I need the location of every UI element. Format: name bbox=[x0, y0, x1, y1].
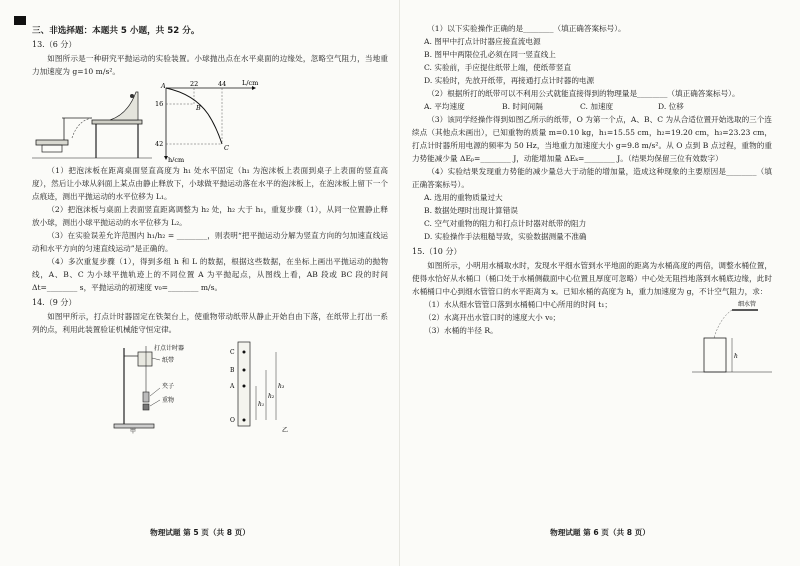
q14-sub4-option-c: C. 空气对重物的阻力和打点计时器对纸带的阻力 bbox=[424, 219, 587, 228]
tape-point-c: C bbox=[230, 349, 235, 356]
q14-sub2: （2）根据所打的纸带可以不利用公式就能直接得到的物理量是________（填正确答案标号）。 bbox=[427, 89, 740, 98]
left-page-footer: 物理试题 第 5 页（共 8 页） bbox=[150, 528, 250, 537]
q14-sub4-option-a: A. 选用的重物质量过大 bbox=[424, 193, 503, 202]
q13-step2: （2）把泡沫板与桌面上表面竖直距离调整为 h₂ 处，h₂ 大于 h₁，重复步骤（1），从同一位置静止释放小球，测出小球平抛运动的水平位移为 L₂。 bbox=[32, 205, 388, 227]
q14-sub3: （3）该同学经操作得到如图乙所示的纸带，O 为第一个点，A、B、C 为从合适位置开始选取的三个连续点（其他点未画出），已知重物的质量 m=0.10 kg，h₁=15.55 cm，h₂=19.20 cm，h₃=23.23 cm，打点计时器所用电源的频率为 50 Hz，当地重力加速度大小 g=9.8 m/s²。从 O 点到 B 点过程，重物的重力势能减少量 ΔEₚ=________ J，动能增加量 ΔEₖ=________ J。（结果均保留三位有效数字） bbox=[412, 115, 772, 163]
q14-sub2-option-d: D. 位移 bbox=[658, 102, 684, 111]
q13-graph-figure bbox=[152, 80, 262, 162]
q14-sub1: （1）以下实验操作正确的是________（填正确答案标号）。 bbox=[427, 24, 626, 33]
q14-sub1-option-a: A. 图甲中打点计时器应接直流电源 bbox=[424, 37, 541, 46]
graph-tick-22: 22 bbox=[190, 80, 199, 88]
tape-h3: h₃ bbox=[278, 383, 285, 390]
q14-sub1-option-c: C. 实验前，手应提住纸带上端，使纸带竖直 bbox=[424, 63, 572, 72]
tape-point-b: B bbox=[230, 367, 235, 374]
label-weight: 重物 bbox=[162, 397, 175, 404]
q15-item-3: （3）水桶的半径 R。 bbox=[424, 326, 498, 335]
q13-intro: 如图所示是一种研究平抛运动的实验装置。小球抛出点在水平桌面的边缘处，忽略空气阻力，当地重力加速度为 g=10 m/s²。 bbox=[32, 54, 388, 76]
tape-h1: h₁ bbox=[258, 401, 265, 408]
graph-h-axis-label: h/cm bbox=[168, 156, 185, 162]
q14-sub2-option-c: C. 加速度 bbox=[580, 102, 614, 111]
q14-sub4-option-b: B. 数据处理时出现计算错误 bbox=[424, 206, 518, 215]
right-page-footer: 物理试题 第 6 页（共 8 页） bbox=[550, 528, 650, 537]
q14-intro: 如图甲所示，打点计时器固定在铁架台上，使重物带动纸带从静止开始自由下落，在纸带上打出一系列的点，利用此装置验证机械能守恒定律。 bbox=[32, 312, 388, 334]
tape-point-o: O bbox=[230, 417, 235, 424]
q15-heading: 15.（10 分） bbox=[412, 247, 462, 256]
graph-l-axis-label: L/cm bbox=[242, 80, 259, 87]
q15-items bbox=[412, 298, 612, 337]
q15-body bbox=[412, 298, 772, 378]
label-h: h bbox=[734, 353, 738, 360]
q14-sub1-option-b: B. 图甲中两限位孔必须在同一竖直线上 bbox=[424, 50, 556, 59]
graph-tick-42: 42 bbox=[155, 140, 164, 148]
q14-sub4: （4）实验结果发现重力势能的减少量总大于动能的增加量，造成这种现象的主要原因是________（填正确答案标号）。 bbox=[412, 167, 772, 189]
q14-figures bbox=[102, 338, 388, 434]
q13-step1: （1）把泡沫板在距离桌面竖直高度为 h₁ 处水平固定（h₁ 为泡沫板上表面到桌子上表面的竖直高度），然后让小球从斜面上某点由静止释放下，小球做平抛运动落在水平的泡沫板上，在泡沫板上留下一个点痕迹，测出平抛运动的水平位移为 L₁。 bbox=[32, 166, 388, 201]
right-page bbox=[400, 0, 800, 566]
q14-sub4-option-d: D. 实验操作手法粗糙导致，实验数据测量不准确 bbox=[424, 232, 587, 241]
q14-sub2-option-b: B. 时间间隔 bbox=[502, 102, 543, 111]
q14-figure-jia bbox=[102, 338, 222, 434]
q15-bucket-figure bbox=[692, 298, 772, 378]
label-tape: 纸带 bbox=[162, 357, 175, 364]
graph-point-b: B bbox=[196, 104, 201, 112]
corner-marker bbox=[14, 16, 26, 25]
q14-sub1-option-d: D. 实验时，先放开纸带，再接通打点计时器的电源 bbox=[424, 76, 595, 85]
caption-jia: 甲 bbox=[130, 428, 137, 434]
caption-yi: 乙 bbox=[282, 427, 289, 434]
q13-step3: （3）在实验误差允许范围内 h₁/h₂ = ________，则表明“把平抛运动分解为竖直方向的匀加速直线运动和水平方向的匀速直线运动”是正确的。 bbox=[32, 231, 388, 253]
q13-apparatus-figure bbox=[32, 80, 152, 162]
q13-heading: 13.（6 分） bbox=[32, 40, 77, 49]
graph-tick-16: 16 bbox=[155, 100, 164, 108]
q15-item-2: （2）水离开出水管口时的速度大小 v₀； bbox=[424, 313, 561, 322]
tape-point-a: A bbox=[230, 383, 235, 390]
q15-intro: 如图所示，小明用水桶取水时，发现水平细水管到水平地面的距离为水桶高度的两倍，调整水桶位置，使得水恰好从水桶口（桶口处于水桶侧截面中心位置且厚度可忽略）中心处无阻挡地落到水桶底边缘，此时水桶桶口中心到细水管管口的水平距离为 x。已知水桶的高度为 h，重力加速度为 g，不计空气阻力，求： bbox=[412, 261, 772, 296]
label-pipe: 细水管 bbox=[738, 301, 757, 308]
label-clip: 夹子 bbox=[162, 383, 175, 390]
q14-figure-yi bbox=[222, 338, 312, 434]
section-title: 三、非选择题：本题共 5 小题，共 52 分。 bbox=[32, 26, 200, 36]
graph-point-a: A bbox=[161, 82, 166, 90]
graph-point-c: C bbox=[224, 144, 229, 152]
q14-heading: 14.（9 分） bbox=[32, 298, 77, 307]
q13-step4: （4）多次重复步骤（1），得到多组 h 和 L 的数据，根据这些数据，在坐标上画出平抛运动的抛物线，A、B、C 为小球平抛轨迹上的不同位置 A 为平抛起点，从图线上看，AB 段或 BC 段的时间 Δt=________ s，平抛运动的初速度 v₀=________ m/s。 bbox=[32, 257, 388, 292]
tape-h2: h₂ bbox=[268, 393, 275, 400]
graph-tick-44: 44 bbox=[218, 80, 227, 88]
q15-item-1: （1）水从细水管管口落到水桶桶口中心所用的时间 t₁； bbox=[424, 300, 612, 309]
label-timer: 打点计时器 bbox=[154, 345, 185, 352]
q14-sub2-option-a: A. 平均速度 bbox=[424, 102, 465, 111]
q14-sub2-options bbox=[424, 100, 772, 113]
q13-figures bbox=[32, 80, 388, 162]
